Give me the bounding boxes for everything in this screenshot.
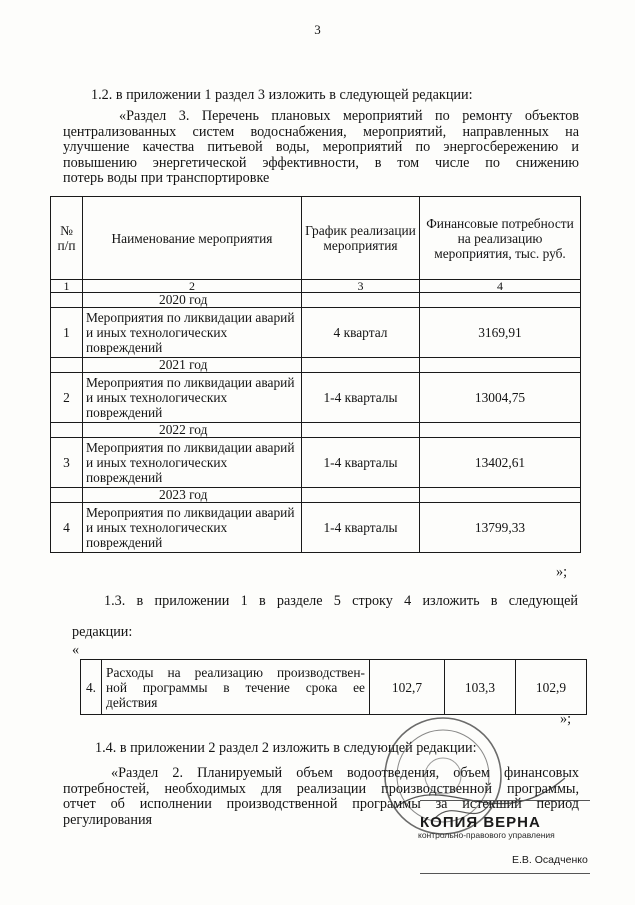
column-number-row <box>51 280 581 293</box>
year-row <box>51 293 581 308</box>
row-amount: 13004,75 <box>420 373 581 423</box>
table-row <box>81 660 587 715</box>
section3-line: потерь воды при транспортировке <box>63 170 270 187</box>
row-text-line: Расходы на реализацию производствен- <box>106 664 365 680</box>
section3-line: повышению энергетической эффективности, в том числе по снижению <box>63 154 579 171</box>
header-name: Наименование мероприятия <box>83 197 302 280</box>
row-num: 3 <box>51 438 83 488</box>
certification-dept: контрольно-правового управления <box>418 830 555 840</box>
header-num: № п/п <box>51 197 83 280</box>
row-value: 103,3 <box>445 660 516 715</box>
col-number: 2 <box>83 280 302 293</box>
row-num: 4. <box>81 660 102 715</box>
expenses-table <box>80 659 587 715</box>
year-label: 2021 год <box>83 358 302 373</box>
page-number: 3 <box>314 22 321 37</box>
section3-heading <box>63 109 579 187</box>
row-amount: 3169,91 <box>420 308 581 358</box>
row-name: Мероприятия по ликвидации аварий и иных технологических повреждений <box>83 308 302 358</box>
table2-close-quote: »; <box>560 711 572 727</box>
col-number: 3 <box>302 280 420 293</box>
section2-line: регулирования <box>63 811 153 828</box>
row-schedule: 1-4 кварталы <box>302 503 420 553</box>
row-schedule: 1-4 кварталы <box>302 373 420 423</box>
row-name: Мероприятия по ликвидации аварий и иных технологических повреждений <box>83 373 302 423</box>
section2-line: потребностей, необходимых для реализации производственной программы, <box>63 780 579 797</box>
col-number: 1 <box>51 280 83 293</box>
section3-line: улучшение качества питьевой воды, мероприятий по энергосбережению и <box>63 139 579 156</box>
table-row <box>51 438 581 488</box>
row-amount: 13799,33 <box>420 503 581 553</box>
year-label: 2022 год <box>83 423 302 438</box>
col-number: 4 <box>420 280 581 293</box>
header-finance: Финансовые потребности на реализацию мероприятия, тыс. руб. <box>420 197 581 280</box>
section3-line: «Раздел 3. Перечень плановых мероприятий по ремонту объектов <box>119 108 579 124</box>
table-header-row <box>51 197 581 280</box>
row-num: 1 <box>51 308 83 358</box>
row-text-line: ной программы в течение срока ее <box>106 679 365 695</box>
row-value: 102,9 <box>516 660 587 715</box>
year-row <box>51 488 581 503</box>
row-schedule: 1-4 кварталы <box>302 438 420 488</box>
row-num: 4 <box>51 503 83 553</box>
item-1-3-line1: 1.3. в приложении 1 в разделе 5 строку 4 изложить в следующей <box>104 593 578 609</box>
section3-line: централизованных систем водоснабжения, мероприятий, направленных на <box>63 123 579 140</box>
row-value: 102,7 <box>370 660 445 715</box>
row-name: Мероприятия по ликвидации аварий и иных технологических повреждений <box>83 438 302 488</box>
row-num: 2 <box>51 373 83 423</box>
certification-name: Е.В. Осадченко <box>512 854 588 866</box>
year-label: 2023 год <box>83 488 302 503</box>
item-1-3-line2: редакции: <box>72 624 133 640</box>
year-label: 2020 год <box>83 293 302 308</box>
year-row <box>51 358 581 373</box>
table-row <box>51 308 581 358</box>
row-schedule: 4 квартал <box>302 308 420 358</box>
row-amount: 13402,61 <box>420 438 581 488</box>
table-row <box>51 503 581 553</box>
measures-table <box>50 196 581 553</box>
section2-line: отчет об исполнении производственной программы за истекший период <box>63 796 579 813</box>
item-1-2: 1.2. в приложении 1 раздел 3 изложить в следующей редакции: <box>91 87 473 103</box>
table1-close-quote: »; <box>556 564 568 580</box>
open-quote: « <box>72 642 80 658</box>
row-text <box>102 660 370 715</box>
header-schedule: График реализации мероприятия <box>302 197 420 280</box>
table-row <box>51 373 581 423</box>
row-name: Мероприятия по ликвидации аварий и иных технологических повреждений <box>83 503 302 553</box>
item-1-4: 1.4. в приложении 2 раздел 2 изложить в следующей редакции: <box>95 740 477 756</box>
section2-line: «Раздел 2. Планируемый объем водоотведения, объем финансовых <box>111 765 579 781</box>
certification-label: КОПИЯ ВЕРНА <box>420 814 541 831</box>
row-text-line: действия <box>106 694 158 710</box>
year-row <box>51 423 581 438</box>
